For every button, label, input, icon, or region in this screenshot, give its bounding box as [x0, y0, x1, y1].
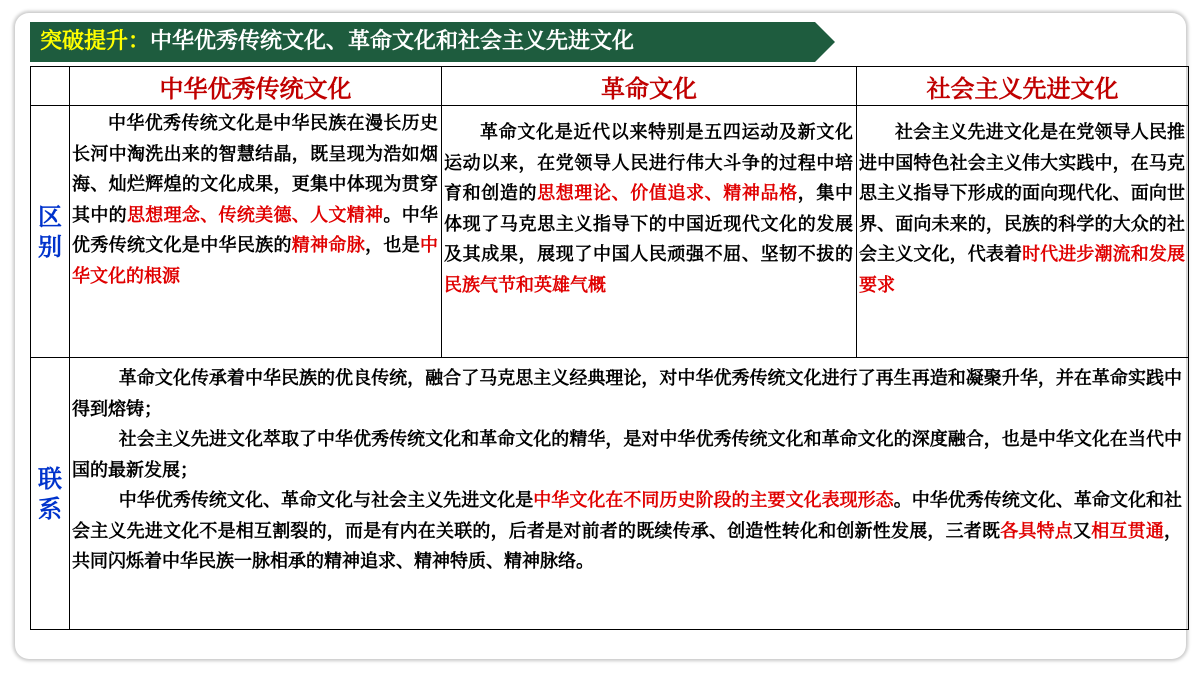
connection-row — [31, 358, 1189, 630]
column-header-traditional: 中华优秀传统文化 — [70, 67, 442, 106]
highlight: 时代进步潮流和发展要求 — [859, 244, 1186, 296]
title-banner — [30, 22, 835, 62]
connection-paragraph: 社会主义先进文化萃取了中华优秀传统文化和革命文化的精华，是对中华优秀传统文化和革命文化的深度融合，也是中华文化在当代中国的最新发展； — [72, 429, 1182, 481]
connection-paragraph: 革命文化传承着中华民族的优良传统，融合了马克思主义经典理论，对中华优秀传统文化进行了再生再造和凝聚升华，并在革命实践中得到熔铸； — [72, 368, 1182, 420]
banner-colon: ： — [128, 29, 151, 54]
column-header-revolutionary: 革命文化 — [442, 67, 857, 106]
difference-row — [31, 106, 1189, 358]
cell-socialist-difference: 社会主义先进文化是在党领导人民推进中国特色社会主义伟大实践中，在马克思主义指导下形成的面向现代化、面向世界、面向未来的，民族的科学的大众的社会主义文化，代表着时代进步潮流和发展要求 — [857, 106, 1189, 358]
highlight: 精神命脉 — [291, 235, 366, 256]
highlight: 各具特点 — [1000, 520, 1074, 542]
row-header-difference: 区 别 — [31, 106, 70, 358]
banner-title: 中华优秀传统文化、革命文化和社会主义先进文化 — [150, 29, 635, 54]
highlight: 中华文化在不同历史阶段的主要文化表现形态 — [533, 490, 894, 511]
highlight: 中华文化的根源 — [72, 235, 439, 287]
highlight: 民族气节和英雄气概 — [444, 274, 606, 296]
highlight: 相互贯通 — [1091, 520, 1165, 542]
column-header-socialist: 社会主义先进文化 — [857, 67, 1189, 106]
corner-cell — [31, 67, 70, 106]
comparison-table — [30, 66, 1189, 630]
cell-traditional-difference: 中华优秀传统文化是中华民族在漫长历史长河中淘洗出来的智慧结晶，既呈现为浩如烟海、灿烂辉煌的文化成果，更集中体现为贯穿其中的思想理念、传统美德、人文精神。中华优秀传统文化是中华民族的精神命脉，也是中华文化的根源 — [70, 106, 442, 358]
header-row — [31, 67, 1189, 106]
cell-connection — [70, 358, 1189, 630]
banner-label: 突破提升 — [40, 29, 129, 54]
row-header-connection: 联 系 — [31, 358, 70, 630]
highlight: 思想理论、价值追求、精神品格 — [537, 183, 798, 204]
connection-paragraph: 中华优秀传统文化、革命文化与社会主义先进文化是中华文化在不同历史阶段的主要文化表现形态。中华优秀传统文化、革命文化和社会主义先进文化不是相互割裂的，而是有内在关联的，后者是对前者的既续传承、创造性转化和创新性发展，三者既各具特点又相互贯通，共同闪烁着中华民族一脉相承的精神追求、精神特质、精神脉络。 — [72, 490, 1183, 572]
highlight: 思想理念、传统美德、人文精神 — [126, 204, 384, 226]
cell-revolutionary-difference: 革命文化是近代以来特别是五四运动及新文化运动以来，在党领导人民进行伟大斗争的过程中培育和创造的思想理论、价值追求、精神品格，集中体现了马克思主义指导下的中国近现代文化的发展及其成果，展现了中国人民顽强不屈、坚韧不拔的民族气节和英雄气概 — [442, 106, 857, 358]
